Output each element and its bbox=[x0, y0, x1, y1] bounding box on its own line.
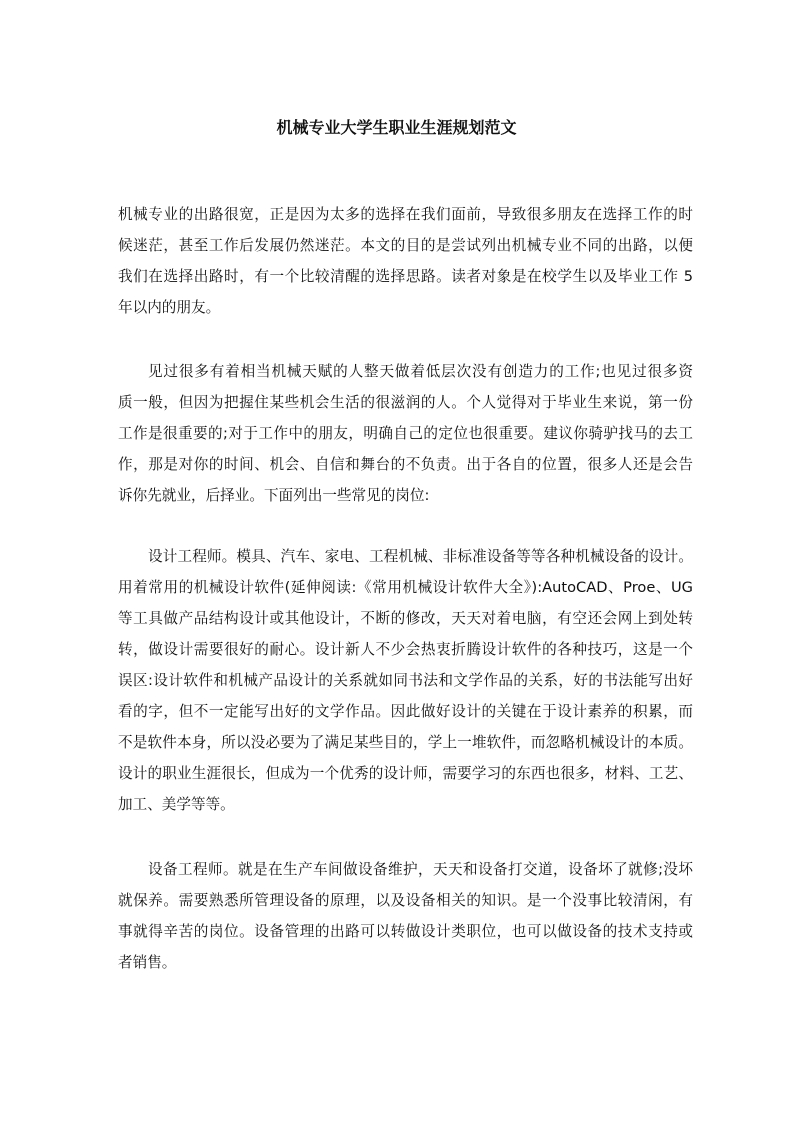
paragraph-advice bbox=[118, 356, 693, 511]
text-line: 设备工程师。就是在生产车间做设备维护，天天和设备打交道，设备坏了就修;没坏 bbox=[148, 861, 693, 878]
text-line: 作，那是对你的时间、机会、自信和舞台的不负责。出于各自的位置，很多人还是会告 bbox=[118, 456, 693, 473]
text-line: 看的字，但不一定能写出好的文学作品。因此做好设计的关键在于设计素养的积累，而 bbox=[118, 703, 693, 720]
text-line: 机械专业的出路很宽，正是因为太多的选择在我们面前，导致很多朋友在选择工作的时 bbox=[118, 206, 693, 223]
text-line: 设计工程师。模具、汽车、家电、工程机械、非标准设备等等各种机械设备的设计。 bbox=[148, 548, 693, 565]
text-line: 用着常用的机械设计软件(延伸阅读:《常用机械设计软件大全》):AutoCAD、Proe、UG bbox=[118, 579, 693, 596]
text-line: 诉你先就业，后择业。下面列出一些常见的岗位: bbox=[118, 487, 430, 504]
paragraph-design-engineer bbox=[118, 541, 693, 820]
text-line: 加工、美学等等。 bbox=[118, 796, 235, 813]
paragraph-equipment-engineer bbox=[118, 854, 693, 978]
text-line: 我们在选择出路时，有一个比较清醒的选择思路。读者对象是在校学生以及毕业工作 5 bbox=[118, 268, 693, 285]
text-line: 工作是很重要的;对于工作中的朋友，明确自己的定位也很重要。建议你骑驴找马的去工 bbox=[118, 425, 693, 442]
text-line: 不是软件本身，所以没必要为了满足某些目的，学上一堆软件，而忽略机械设计的本质。 bbox=[118, 734, 693, 751]
paragraph-intro bbox=[118, 199, 693, 323]
text-line: 见过很多有着相当机械天赋的人整天做着低层次没有创造力的工作;也见过很多资 bbox=[148, 363, 693, 380]
text-line: 设计的职业生涯很长，但成为一个优秀的设计师，需要学习的东西也很多，材料、工艺、 bbox=[118, 765, 693, 782]
text-line: 就保养。需要熟悉所管理设备的原理，以及设备相关的知识。是一个没事比较清闲，有 bbox=[118, 892, 693, 909]
text-line: 者销售。 bbox=[118, 954, 177, 971]
text-line: 候迷茫，甚至工作后发展仍然迷茫。本文的目的是尝试列出机械专业不同的出路，以便 bbox=[118, 237, 693, 254]
text-line: 等工具做产品结构设计或其他设计，不断的修改，天天对着电脑，有空还会网上到处转 bbox=[118, 610, 693, 627]
text-line: 误区:设计软件和机械产品设计的关系就如同书法和文学作品的关系，好的书法能写出好 bbox=[118, 672, 693, 689]
text-line: 事就得辛苦的岗位。设备管理的出路可以转做设计类职位，也可以做设备的技术支持或 bbox=[118, 923, 693, 940]
document-title: 机械专业大学生职业生涯规划范文 bbox=[276, 118, 517, 137]
text-line: 转，做设计需要很好的耐心。设计新人不少会热衷折腾设计软件的各种技巧，这是一个 bbox=[118, 641, 693, 658]
text-line: 年以内的朋友。 bbox=[118, 299, 221, 316]
text-line: 质一般，但因为把握住某些机会生活的很滋润的人。个人觉得对于毕业生来说，第一份 bbox=[118, 394, 693, 411]
